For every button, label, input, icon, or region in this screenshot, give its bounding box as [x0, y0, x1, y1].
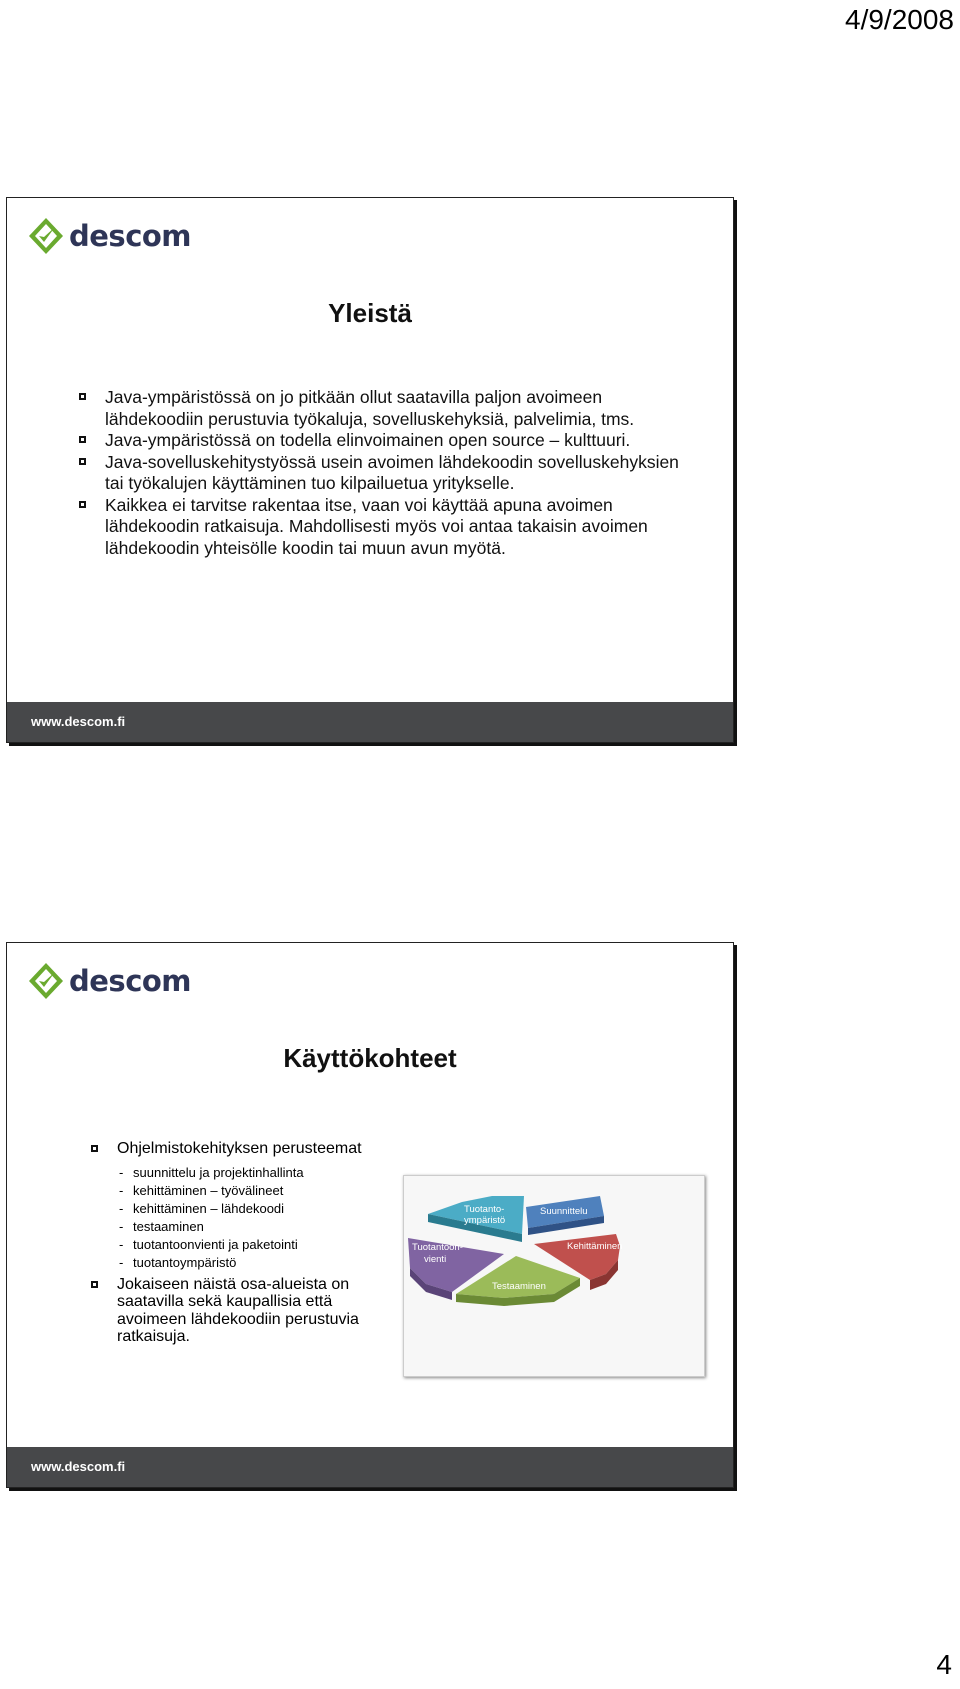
pie-chart [403, 1175, 705, 1377]
square-bullet-icon [91, 1281, 98, 1288]
slide-footer [7, 702, 733, 742]
pie-label-tuotantoymparisto-1: Tuotanto- [464, 1204, 505, 1215]
pie-label-tuotantoonvienti-1: Tuotantoon- [412, 1242, 463, 1253]
list-item: Ohjelmistokehityksen perusteemat - suunnittelu ja projektinhallinta - kehittäminen – työvälineet - kehittäminen – lähdekoodi - testaaminen - tuotantoonvienti ja paketointi - tuotantoympäristö [91, 1140, 391, 1272]
list-item: Jokaiseen näistä osa-alueista on saatavilla sekä kaupallisia että avoimeen lähdekoodiin perustuvia ratkaisuja. [91, 1276, 391, 1346]
sub-list-item: - kehittäminen – lähdekoodi [117, 1200, 391, 1218]
square-bullet-icon [79, 436, 86, 443]
pie-label-kehittaminen: Kehittäminen [567, 1241, 623, 1252]
slide-title: Käyttökohteet [283, 1043, 457, 1073]
square-bullet-icon [79, 501, 86, 508]
pie-chart-svg [404, 1176, 704, 1376]
slide-footer [7, 1447, 733, 1487]
slide-kayttokohteet [6, 942, 734, 1488]
slide-yleista [6, 197, 734, 743]
pie-label-tuotantoonvienti-2: vienti [424, 1254, 447, 1265]
descom-logo-text: descom [69, 964, 192, 998]
footer-url[interactable]: www.descom.fi [31, 714, 126, 729]
descom-logo-text: descom [69, 219, 192, 253]
square-bullet-icon [79, 458, 86, 465]
list-item: Java-sovelluskehitystyössä usein avoimen lähdekoodin sovelluskehyksien tai työkalujen käyttäminen tuo kilpailuetua yritykselle. [79, 452, 679, 495]
descom-logo [27, 216, 191, 256]
bullet-list [79, 387, 679, 559]
sub-list-item: - tuotantoonvienti ja paketointi [117, 1236, 391, 1254]
list-item: Java-ympäristössä on todella elinvoimainen open source – kulttuuri. [79, 430, 679, 452]
descom-logo-icon [27, 961, 65, 1001]
list-item: Java-ympäristössä on jo pitkään ollut saatavilla paljon avoimeen lähdekoodiin perustuvia työkaluja, sovelluskehyksiä, palvelimia, tms. [79, 387, 679, 430]
page-date: 4/9/2008 [845, 4, 954, 35]
footer-url[interactable]: www.descom.fi [31, 1459, 126, 1474]
square-bullet-icon [91, 1145, 98, 1152]
pie-label-suunnittelu: Suunnittelu [540, 1206, 588, 1217]
page-number: 4 [936, 1649, 952, 1680]
sub-list-item: - kehittäminen – työvälineet [117, 1182, 391, 1200]
slide-title: Yleistä [328, 298, 412, 328]
sub-list-item: - testaaminen [117, 1218, 391, 1236]
list-item: Kaikkea ei tarvitse rakentaa itse, vaan voi käyttää apuna avoimen lähdekoodin ratkaisuja. Mahdollisesti myös voi antaa takaisin avoimen lähdekoodin yhteisölle koodin tai muun avun myötä. [79, 495, 679, 560]
sub-list-item: - suunnittelu ja projektinhallinta [117, 1164, 391, 1182]
sub-list [117, 1164, 391, 1272]
pie-label-tuotantoymparisto-2: ympäristö [464, 1215, 506, 1226]
square-bullet-icon [79, 393, 86, 400]
descom-logo-icon [27, 216, 65, 256]
sub-list-item: - tuotantoympäristö [117, 1254, 391, 1272]
bullet-list [91, 1140, 391, 1346]
pie-label-testaaminen: Testaaminen [492, 1281, 546, 1292]
descom-logo [27, 961, 191, 1001]
